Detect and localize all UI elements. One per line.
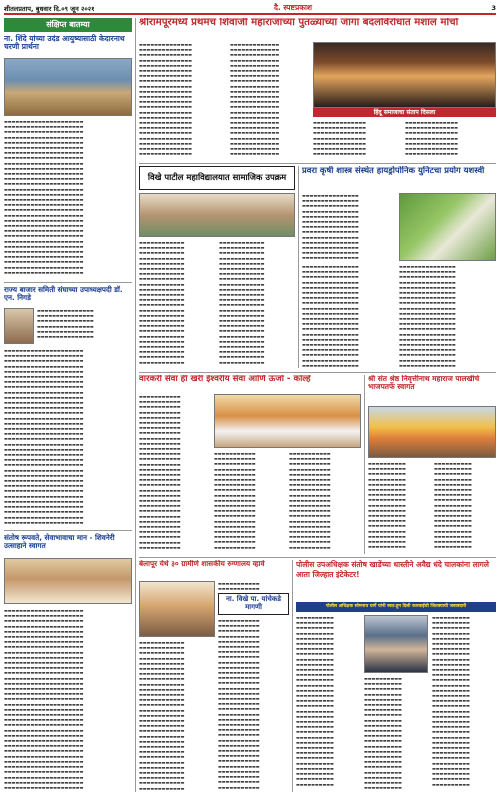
sidebar-divider-2 (4, 530, 132, 531)
sidebar-item1-body: ▬▬▬▬▬▬▬▬▬▬▬▬▬▬▬▬▬▬▬▬▬ ▬▬▬▬▬▬▬▬▬▬▬▬▬▬▬▬▬▬▬▬▬ ▬▬▬▬▬▬▬▬▬▬▬▬▬▬▬▬▬▬▬▬▬ ▬▬▬▬▬▬▬▬▬▬▬▬▬▬▬▬▬▬▬▬▬ ▬▬▬▬▬▬▬▬▬▬▬▬▬▬▬▬▬▬▬▬▬ ▬▬▬▬▬▬▬▬▬▬▬▬▬▬▬▬▬▬▬▬▬ ▬▬▬▬▬▬▬▬▬▬▬▬▬▬▬▬▬▬▬▬▬ ▬▬▬▬▬▬▬▬▬▬▬▬▬▬▬▬▬▬▬▬▬ ▬▬▬▬▬▬▬▬▬▬▬▬▬▬▬▬▬▬▬▬▬ ▬▬▬▬▬▬▬▬▬▬▬▬▬▬▬▬▬▬▬▬▬ ▬▬▬▬▬▬▬▬▬▬▬▬▬▬▬▬▬▬▬▬▬ ▬▬▬▬▬▬▬▬▬▬▬▬▬▬▬▬▬▬▬▬▬ ▬▬▬▬▬▬▬▬▬▬▬▬▬▬▬▬▬▬▬▬▬ ▬▬▬▬▬▬▬▬▬▬▬▬▬▬▬▬▬▬▬▬▬ ▬▬▬▬▬▬▬▬▬▬▬▬▬▬▬▬▬▬▬▬▬ ▬▬▬▬▬▬▬▬▬▬▬▬▬▬▬▬▬▬▬▬▬ ▬▬▬▬▬▬▬▬▬▬▬▬▬▬▬▬▬▬▬▬▬ ▬▬▬▬▬▬▬▬▬▬▬▬▬▬▬▬▬▬▬▬▬ ▬▬▬▬▬▬▬▬▬▬▬▬▬▬▬▬▬▬▬▬▬ ▬▬▬▬▬▬▬▬▬▬▬▬▬▬▬▬▬▬▬▬▬ ▬▬▬▬▬▬▬▬▬▬▬▬▬▬▬▬▬▬▬▬▬ ▬▬▬▬▬▬▬▬▬▬▬▬▬▬▬▬▬▬▬▬▬ ▬▬▬▬▬▬▬▬▬▬▬▬▬▬▬▬▬▬▬▬▬ ▬▬▬▬▬▬▬▬▬▬▬▬▬▬▬▬▬▬▬▬▬ ▬▬▬▬▬▬▬▬▬▬▬▬▬▬▬▬▬▬▬▬▬ ▬▬▬▬▬▬▬▬▬▬▬▬▬▬▬▬▬▬▬▬▬ ▬▬▬▬▬▬▬▬▬▬▬▬▬▬▬▬▬▬▬▬▬ ▬▬▬▬▬▬▬▬▬▬▬▬▬▬▬▬▬▬▬▬▬ ▬▬▬▬▬▬▬▬▬▬▬▬▬▬▬▬▬▬▬▬▬ ▬▬▬▬▬▬▬▬▬▬▬▬▬▬▬▬▬▬▬▬▬ (4, 119, 84, 275)
palkhi-welcome-photo (368, 406, 496, 458)
page-number: 3 (491, 4, 496, 12)
nigde-portrait (4, 308, 34, 344)
warkari-column-rule (364, 375, 365, 554)
lead-bottom-rule (139, 163, 496, 164)
belapur-subhead-box (218, 593, 289, 615)
warkari-body-col2: ▬▬▬▬▬▬▬▬▬▬▬ ▬▬▬▬▬▬▬▬▬▬▬ ▬▬▬▬▬▬▬▬▬▬▬ ▬▬▬▬▬▬▬▬▬▬▬ ▬▬▬▬▬▬▬▬▬▬▬ ▬▬▬▬▬▬▬▬▬▬▬ ▬▬▬▬▬▬▬▬▬▬▬ ▬▬▬▬▬▬▬▬▬▬▬ ▬▬▬▬▬▬▬▬▬▬▬ ▬▬▬▬▬▬▬▬▬▬▬ ▬▬▬▬▬▬▬▬▬▬▬ ▬▬▬▬▬▬▬▬▬▬▬ ▬▬▬▬▬▬▬▬▬▬▬ ▬▬▬▬▬▬▬▬▬▬▬ ▬▬▬▬▬▬▬▬▬▬▬ ▬▬▬▬▬▬▬▬▬▬▬ ▬▬▬▬▬▬▬▬▬▬▬ ▬▬▬▬▬▬▬▬▬▬▬ ▬▬▬▬▬▬▬▬▬▬▬ (214, 451, 256, 550)
krishi-body-col1: ▬▬▬▬▬▬▬▬▬▬▬▬▬▬▬ ▬▬▬▬▬▬▬▬▬▬▬▬▬▬▬ ▬▬▬▬▬▬▬▬▬▬▬▬▬▬▬ ▬▬▬▬▬▬▬▬▬▬▬▬▬▬▬ ▬▬▬▬▬▬▬▬▬▬▬▬▬▬▬ ▬▬▬▬▬▬▬▬▬▬▬▬▬▬▬ ▬▬▬▬▬▬▬▬▬▬▬▬▬▬▬ ▬▬▬▬▬▬▬▬▬▬▬▬▬▬▬ ▬▬▬▬▬▬▬▬▬▬▬▬▬▬▬ ▬▬▬▬▬▬▬▬▬▬▬▬▬▬▬ ▬▬▬▬▬▬▬▬▬▬▬▬▬▬▬ ▬▬▬▬▬▬▬▬▬▬▬▬▬▬▬ ▬▬▬▬▬▬▬▬▬▬▬▬▬▬▬ ▬▬▬▬▬▬▬▬▬▬▬▬▬▬▬ ▬▬▬▬▬▬▬▬▬▬▬▬▬▬▬ ▬▬▬▬▬▬▬▬▬▬▬▬▬▬▬ ▬▬▬▬▬▬▬▬▬▬▬▬▬▬▬ ▬▬▬▬▬▬▬▬▬▬▬▬▬▬▬ ▬▬▬▬▬▬▬▬▬▬▬▬▬▬▬ ▬▬▬▬▬▬▬▬▬▬▬▬▬▬▬ (302, 264, 359, 368)
sidebar-item2-body-top: ▬▬▬▬▬▬▬▬▬▬▬▬▬▬▬ ▬▬▬▬▬▬▬▬▬▬▬▬▬▬▬ ▬▬▬▬▬▬▬▬▬▬▬▬▬▬▬ ▬▬▬▬▬▬▬▬▬▬▬▬▬▬▬ ▬▬▬▬▬▬▬▬▬▬▬▬▬▬▬ ▬▬▬▬▬▬▬▬▬▬▬▬▬▬▬ (37, 308, 94, 340)
belapur-headline: बेलापूर येथे ३० ग्रामीणे शासकीय रुग्णालय व्हावे (139, 560, 265, 568)
issue-date: शीतलप्रताप, बुधवार दि.०९ जून २०२१ (4, 4, 95, 13)
warkari-headline-block (139, 375, 361, 391)
warkari-headline: वारकरी सेवा ही खरी ईश्वरीय सेवा आणि ऊर्जा - कोल्हे (139, 375, 311, 384)
belapur-column-rule (292, 560, 293, 792)
kedarnath-photo (4, 58, 132, 116)
sidebar-item3-title: संतोष रूपवते, सेवाभावाचा मान - शिवनेरी उत्साहाने स्वागत (4, 533, 115, 550)
college-event-photo (139, 193, 295, 237)
sant-body-col2: ▬▬▬▬▬▬▬▬▬▬ ▬▬▬▬▬▬▬▬▬▬ ▬▬▬▬▬▬▬▬▬▬ ▬▬▬▬▬▬▬▬▬▬ ▬▬▬▬▬▬▬▬▬▬ ▬▬▬▬▬▬▬▬▬▬ ▬▬▬▬▬▬▬▬▬▬ ▬▬▬▬▬▬▬▬▬▬ ▬▬▬▬▬▬▬▬▬▬ ▬▬▬▬▬▬▬▬▬▬ ▬▬▬▬▬▬▬▬▬▬ ▬▬▬▬▬▬▬▬▬▬ ▬▬▬▬▬▬▬▬▬▬ ▬▬▬▬▬▬▬▬▬▬ ▬▬▬▬▬▬▬▬▬▬ ▬▬▬▬▬▬▬▬▬▬ ▬▬▬▬▬▬▬▬▬▬ (434, 461, 472, 550)
college-headline: विखे पाटील महाविद्यालयात सामाजिक उपक्रम (147, 172, 287, 183)
sidebar-brief-news (4, 18, 132, 792)
sidebar-item3-body: ▬▬▬▬▬▬▬▬▬▬▬▬▬▬▬▬▬▬▬▬▬ ▬▬▬▬▬▬▬▬▬▬▬▬▬▬▬▬▬▬▬▬▬ ▬▬▬▬▬▬▬▬▬▬▬▬▬▬▬▬▬▬▬▬▬ ▬▬▬▬▬▬▬▬▬▬▬▬▬▬▬▬▬▬▬▬▬ ▬▬▬▬▬▬▬▬▬▬▬▬▬▬▬▬▬▬▬▬▬ ▬▬▬▬▬▬▬▬▬▬▬▬▬▬▬▬▬▬▬▬▬ ▬▬▬▬▬▬▬▬▬▬▬▬▬▬▬▬▬▬▬▬▬ ▬▬▬▬▬▬▬▬▬▬▬▬▬▬▬▬▬▬▬▬▬ ▬▬▬▬▬▬▬▬▬▬▬▬▬▬▬▬▬▬▬▬▬ ▬▬▬▬▬▬▬▬▬▬▬▬▬▬▬▬▬▬▬▬▬ ▬▬▬▬▬▬▬▬▬▬▬▬▬▬▬▬▬▬▬▬▬ ▬▬▬▬▬▬▬▬▬▬▬▬▬▬▬▬▬▬▬▬▬ ▬▬▬▬▬▬▬▬▬▬▬▬▬▬▬▬▬▬▬▬▬ ▬▬▬▬▬▬▬▬▬▬▬▬▬▬▬▬▬▬▬▬▬ ▬▬▬▬▬▬▬▬▬▬▬▬▬▬▬▬▬▬▬▬▬ ▬▬▬▬▬▬▬▬▬▬▬▬▬▬▬▬▬▬▬▬▬ ▬▬▬▬▬▬▬▬▬▬▬▬▬▬▬▬▬▬▬▬▬ ▬▬▬▬▬▬▬▬▬▬▬▬▬▬▬▬▬▬▬▬▬ ▬▬▬▬▬▬▬▬▬▬▬▬▬▬▬▬▬▬▬▬▬ ▬▬▬▬▬▬▬▬▬▬▬▬▬▬▬▬▬▬▬▬▬ ▬▬▬▬▬▬▬▬▬▬▬▬▬▬▬▬▬▬▬▬▬ ▬▬▬▬▬▬▬▬▬▬▬▬▬▬▬▬▬▬▬▬▬ ▬▬▬▬▬▬▬▬▬▬▬▬▬▬▬▬▬▬▬▬▬ ▬▬▬▬▬▬▬▬▬▬▬▬▬▬▬▬▬▬▬▬▬ ▬▬▬▬▬▬▬▬▬▬▬▬▬▬▬▬▬▬▬▬▬ ▬▬▬▬▬▬▬▬▬▬▬▬▬▬▬▬▬▬▬▬▬ ▬▬▬▬▬▬▬▬▬▬▬▬▬▬▬▬▬▬▬▬▬ ▬▬▬▬▬▬▬▬▬▬▬▬▬▬▬▬▬▬▬▬▬ ▬▬▬▬▬▬▬▬▬▬▬▬▬▬▬▬▬▬▬▬▬ ▬▬▬▬▬▬▬▬▬▬▬▬▬▬▬▬▬▬▬▬▬ ▬▬▬▬▬▬▬▬▬▬▬▬▬▬▬▬▬▬▬▬▬ ▬▬▬▬▬▬▬▬▬▬▬▬▬▬▬▬▬▬▬▬▬ ▬▬▬▬▬▬▬▬▬▬▬▬▬▬▬▬▬▬▬▬▬ ▬▬▬▬▬▬▬▬▬▬▬▬▬▬▬▬▬▬▬▬▬ ▬▬▬▬▬▬▬▬▬▬▬▬▬▬▬▬▬▬▬▬▬ (4, 608, 84, 790)
lead-headline-block (139, 18, 496, 38)
sidebar-banner: संक्षिप्त बातम्या (4, 18, 132, 32)
police-banner: पोलीस अधिक्षक सोमनाथ घार्गे यांनी स्वत:हून दिली कारवाईची जितक्याची जबाबदारी (296, 602, 496, 612)
sidebar-item2-body: ▬▬▬▬▬▬▬▬▬▬▬▬▬▬▬▬▬▬▬▬▬ ▬▬▬▬▬▬▬▬▬▬▬▬▬▬▬▬▬▬▬▬▬ ▬▬▬▬▬▬▬▬▬▬▬▬▬▬▬▬▬▬▬▬▬ ▬▬▬▬▬▬▬▬▬▬▬▬▬▬▬▬▬▬▬▬▬ ▬▬▬▬▬▬▬▬▬▬▬▬▬▬▬▬▬▬▬▬▬ ▬▬▬▬▬▬▬▬▬▬▬▬▬▬▬▬▬▬▬▬▬ ▬▬▬▬▬▬▬▬▬▬▬▬▬▬▬▬▬▬▬▬▬ ▬▬▬▬▬▬▬▬▬▬▬▬▬▬▬▬▬▬▬▬▬ ▬▬▬▬▬▬▬▬▬▬▬▬▬▬▬▬▬▬▬▬▬ ▬▬▬▬▬▬▬▬▬▬▬▬▬▬▬▬▬▬▬▬▬ ▬▬▬▬▬▬▬▬▬▬▬▬▬▬▬▬▬▬▬▬▬ ▬▬▬▬▬▬▬▬▬▬▬▬▬▬▬▬▬▬▬▬▬ ▬▬▬▬▬▬▬▬▬▬▬▬▬▬▬▬▬▬▬▬▬ ▬▬▬▬▬▬▬▬▬▬▬▬▬▬▬▬▬▬▬▬▬ ▬▬▬▬▬▬▬▬▬▬▬▬▬▬▬▬▬▬▬▬▬ ▬▬▬▬▬▬▬▬▬▬▬▬▬▬▬▬▬▬▬▬▬ ▬▬▬▬▬▬▬▬▬▬▬▬▬▬▬▬▬▬▬▬▬ ▬▬▬▬▬▬▬▬▬▬▬▬▬▬▬▬▬▬▬▬▬ ▬▬▬▬▬▬▬▬▬▬▬▬▬▬▬▬▬▬▬▬▬ ▬▬▬▬▬▬▬▬▬▬▬▬▬▬▬▬▬▬▬▬▬ ▬▬▬▬▬▬▬▬▬▬▬▬▬▬▬▬▬▬▬▬▬ ▬▬▬▬▬▬▬▬▬▬▬▬▬▬▬▬▬▬▬▬▬ ▬▬▬▬▬▬▬▬▬▬▬▬▬▬▬▬▬▬▬▬▬ ▬▬▬▬▬▬▬▬▬▬▬▬▬▬▬▬▬▬▬▬▬ ▬▬▬▬▬▬▬▬▬▬▬▬▬▬▬▬▬▬▬▬▬ ▬▬▬▬▬▬▬▬▬▬▬▬▬▬▬▬▬▬▬▬▬ ▬▬▬▬▬▬▬▬▬▬▬▬▬▬▬▬▬▬▬▬▬ ▬▬▬▬▬▬▬▬▬▬▬▬▬▬▬▬▬▬▬▬▬ ▬▬▬▬▬▬▬▬▬▬▬▬▬▬▬▬▬▬▬▬▬ ▬▬▬▬▬▬▬▬▬▬▬▬▬▬▬▬▬▬▬▬▬ ▬▬▬▬▬▬▬▬▬▬▬▬▬▬▬▬▬▬▬▬▬ ▬▬▬▬▬▬▬▬▬▬▬▬▬▬▬▬▬▬▬▬▬ ▬▬▬▬▬▬▬▬▬▬▬▬▬▬▬▬▬▬▬▬▬ ▬▬▬▬▬▬▬▬▬▬▬▬▬▬▬▬▬▬▬▬▬ (4, 348, 84, 525)
torch-march-photo (313, 42, 496, 108)
warkari-felicitation-photo (214, 394, 361, 448)
lead-photo-caption: हिंदू समाजाचा संताप दिसला (313, 108, 496, 117)
belapur-body-col1: ▬▬▬▬▬▬▬▬▬▬▬▬ ▬▬▬▬▬▬▬▬▬▬▬▬ ▬▬▬▬▬▬▬▬▬▬▬▬ ▬▬▬▬▬▬▬▬▬▬▬▬ ▬▬▬▬▬▬▬▬▬▬▬▬ ▬▬▬▬▬▬▬▬▬▬▬▬ ▬▬▬▬▬▬▬▬▬▬▬▬ ▬▬▬▬▬▬▬▬▬▬▬▬ ▬▬▬▬▬▬▬▬▬▬▬▬ ▬▬▬▬▬▬▬▬▬▬▬▬ ▬▬▬▬▬▬▬▬▬▬▬▬ ▬▬▬▬▬▬▬▬▬▬▬▬ ▬▬▬▬▬▬▬▬▬▬▬▬ ▬▬▬▬▬▬▬▬▬▬▬▬ ▬▬▬▬▬▬▬▬▬▬▬▬ ▬▬▬▬▬▬▬▬▬▬▬▬ ▬▬▬▬▬▬▬▬▬▬▬▬ ▬▬▬▬▬▬▬▬▬▬▬▬ ▬▬▬▬▬▬▬▬▬▬▬▬ ▬▬▬▬▬▬▬▬▬▬▬▬ ▬▬▬▬▬▬▬▬▬▬▬▬ ▬▬▬▬▬▬▬▬▬▬▬▬ ▬▬▬▬▬▬▬▬▬▬▬▬ ▬▬▬▬▬▬▬▬▬▬▬▬ ▬▬▬▬▬▬▬▬▬▬▬▬ ▬▬▬▬▬▬▬▬▬▬▬▬ ▬▬▬▬▬▬▬▬▬▬▬▬ ▬▬▬▬▬▬▬▬▬▬▬▬ ▬▬▬▬▬▬▬▬▬▬▬▬ (139, 640, 185, 791)
police-body-col3: ▬▬▬▬▬▬▬▬▬▬ ▬▬▬▬▬▬▬▬▬▬ ▬▬▬▬▬▬▬▬▬▬ ▬▬▬▬▬▬▬▬▬▬ ▬▬▬▬▬▬▬▬▬▬ ▬▬▬▬▬▬▬▬▬▬ ▬▬▬▬▬▬▬▬▬▬ ▬▬▬▬▬▬▬▬▬▬ ▬▬▬▬▬▬▬▬▬▬ ▬▬▬▬▬▬▬▬▬▬ ▬▬▬▬▬▬▬▬▬▬ ▬▬▬▬▬▬▬▬▬▬ ▬▬▬▬▬▬▬▬▬▬ ▬▬▬▬▬▬▬▬▬▬ ▬▬▬▬▬▬▬▬▬▬ ▬▬▬▬▬▬▬▬▬▬ ▬▬▬▬▬▬▬▬▬▬ ▬▬▬▬▬▬▬▬▬▬ ▬▬▬▬▬▬▬▬▬▬ ▬▬▬▬▬▬▬▬▬▬ ▬▬▬▬▬▬▬▬▬▬ ▬▬▬▬▬▬▬▬▬▬ ▬▬▬▬▬▬▬▬▬▬ ▬▬▬▬▬▬▬▬▬▬ ▬▬▬▬▬▬▬▬▬▬ ▬▬▬▬▬▬▬▬▬▬ ▬▬▬▬▬▬▬▬▬▬ ▬▬▬▬▬▬▬▬▬▬ ▬▬▬▬▬▬▬▬▬▬ ▬▬▬▬▬▬▬▬▬▬ ▬▬▬▬▬▬▬▬▬▬ ▬▬▬▬▬▬▬▬▬▬ ▬▬▬▬▬▬▬▬▬▬ (432, 615, 470, 787)
sidebar-divider-1 (4, 282, 132, 283)
college-column-rule (298, 166, 299, 368)
krishi-body-top: ▬▬▬▬▬▬▬▬▬▬▬▬▬▬▬ ▬▬▬▬▬▬▬▬▬▬▬▬▬▬▬ ▬▬▬▬▬▬▬▬▬▬▬▬▬▬▬ ▬▬▬▬▬▬▬▬▬▬▬▬▬▬▬ ▬▬▬▬▬▬▬▬▬▬▬▬▬▬▬ ▬▬▬▬▬▬▬▬▬▬▬▬▬▬▬ ▬▬▬▬▬▬▬▬▬▬▬▬▬▬▬ ▬▬▬▬▬▬▬▬▬▬▬▬▬▬▬ ▬▬▬▬▬▬▬▬▬▬▬▬▬▬▬ ▬▬▬▬▬▬▬▬▬▬▬▬▬▬▬ ▬▬▬▬▬▬▬▬▬▬▬▬▬▬▬ ▬▬▬▬▬▬▬▬▬▬▬▬▬▬▬ ▬▬▬▬▬▬▬▬▬▬▬▬▬▬▬ (302, 193, 359, 261)
warkari-body-col1: ▬▬▬▬▬▬▬▬▬▬▬ ▬▬▬▬▬▬▬▬▬▬▬ ▬▬▬▬▬▬▬▬▬▬▬ ▬▬▬▬▬▬▬▬▬▬▬ ▬▬▬▬▬▬▬▬▬▬▬ ▬▬▬▬▬▬▬▬▬▬▬ ▬▬▬▬▬▬▬▬▬▬▬ ▬▬▬▬▬▬▬▬▬▬▬ ▬▬▬▬▬▬▬▬▬▬▬ ▬▬▬▬▬▬▬▬▬▬▬ ▬▬▬▬▬▬▬▬▬▬▬ ▬▬▬▬▬▬▬▬▬▬▬ ▬▬▬▬▬▬▬▬▬▬▬ ▬▬▬▬▬▬▬▬▬▬▬ ▬▬▬▬▬▬▬▬▬▬▬ ▬▬▬▬▬▬▬▬▬▬▬ ▬▬▬▬▬▬▬▬▬▬▬ ▬▬▬▬▬▬▬▬▬▬▬ ▬▬▬▬▬▬▬▬▬▬▬ ▬▬▬▬▬▬▬▬▬▬▬ ▬▬▬▬▬▬▬▬▬▬▬ ▬▬▬▬▬▬▬▬▬▬▬ ▬▬▬▬▬▬▬▬▬▬▬ ▬▬▬▬▬▬▬▬▬▬▬ ▬▬▬▬▬▬▬▬▬▬▬ ▬▬▬▬▬▬▬▬▬▬▬ ▬▬▬▬▬▬▬▬▬▬▬ ▬▬▬▬▬▬▬▬▬▬▬ ▬▬▬▬▬▬▬▬▬▬▬ ▬▬▬▬▬▬▬▬▬▬▬ (139, 394, 181, 550)
lead-body-col3: ▬▬▬▬▬▬▬▬▬▬▬▬▬▬ ▬▬▬▬▬▬▬▬▬▬▬▬▬▬ ▬▬▬▬▬▬▬▬▬▬▬▬▬▬ ▬▬▬▬▬▬▬▬▬▬▬▬▬▬ ▬▬▬▬▬▬▬▬▬▬▬▬▬▬ ▬▬▬▬▬▬▬▬▬▬▬▬▬▬ ▬▬▬▬▬▬▬▬▬▬▬▬▬▬ (313, 120, 366, 157)
police-headline: पोलीस उपअधिक्षक संतोष खाडेंच्या धास्तीने अवैद्य धंदे चालकांना लागले आता जिल्हात इंटेकेटर! (296, 560, 489, 579)
police-body-col2: ▬▬▬▬▬▬▬▬▬▬ ▬▬▬▬▬▬▬▬▬▬ ▬▬▬▬▬▬▬▬▬▬ ▬▬▬▬▬▬▬▬▬▬ ▬▬▬▬▬▬▬▬▬▬ ▬▬▬▬▬▬▬▬▬▬ ▬▬▬▬▬▬▬▬▬▬ ▬▬▬▬▬▬▬▬▬▬ ▬▬▬▬▬▬▬▬▬▬ ▬▬▬▬▬▬▬▬▬▬ ▬▬▬▬▬▬▬▬▬▬ ▬▬▬▬▬▬▬▬▬▬ ▬▬▬▬▬▬▬▬▬▬ ▬▬▬▬▬▬▬▬▬▬ ▬▬▬▬▬▬▬▬▬▬ ▬▬▬▬▬▬▬▬▬▬ ▬▬▬▬▬▬▬▬▬▬ ▬▬▬▬▬▬▬▬▬▬ ▬▬▬▬▬▬▬▬▬▬ ▬▬▬▬▬▬▬▬▬▬ ▬▬▬▬▬▬▬▬▬▬ ▬▬▬▬▬▬▬▬▬▬ (364, 676, 402, 791)
belapur-body-col2: ▬▬▬▬▬▬▬▬▬▬▬ ▬▬▬▬▬▬▬▬▬▬▬ ▬▬▬▬▬▬▬▬▬▬▬ ▬▬▬▬▬▬▬▬▬▬▬ ▬▬▬▬▬▬▬▬▬▬▬ ▬▬▬▬▬▬▬▬▬▬▬ ▬▬▬▬▬▬▬▬▬▬▬ ▬▬▬▬▬▬▬▬▬▬▬ ▬▬▬▬▬▬▬▬▬▬▬ ▬▬▬▬▬▬▬▬▬▬▬ ▬▬▬▬▬▬▬▬▬▬▬ ▬▬▬▬▬▬▬▬▬▬▬ ▬▬▬▬▬▬▬▬▬▬▬ ▬▬▬▬▬▬▬▬▬▬▬ ▬▬▬▬▬▬▬▬▬▬▬ ▬▬▬▬▬▬▬▬▬▬▬ ▬▬▬▬▬▬▬▬▬▬▬ ▬▬▬▬▬▬▬▬▬▬▬ ▬▬▬▬▬▬▬▬▬▬▬ ▬▬▬▬▬▬▬▬▬▬▬ ▬▬▬▬▬▬▬▬▬▬▬ ▬▬▬▬▬▬▬▬▬▬▬ ▬▬▬▬▬▬▬▬▬▬▬ ▬▬▬▬▬▬▬▬▬▬▬ ▬▬▬▬▬▬▬▬▬▬▬ ▬▬▬▬▬▬▬▬▬▬▬ ▬▬▬▬▬▬▬▬▬▬▬ ▬▬▬▬▬▬▬▬▬▬▬ ▬▬▬▬▬▬▬▬▬▬▬ ▬▬▬▬▬▬▬▬▬▬▬ ▬▬▬▬▬▬▬▬▬▬▬ ▬▬▬▬▬▬▬▬▬▬▬ ▬▬▬▬▬▬▬▬▬▬▬ (218, 618, 260, 790)
lead-body-col2: ▬▬▬▬▬▬▬▬▬▬▬▬▬ ▬▬▬▬▬▬▬▬▬▬▬▬▬ ▬▬▬▬▬▬▬▬▬▬▬▬▬ ▬▬▬▬▬▬▬▬▬▬▬▬▬ ▬▬▬▬▬▬▬▬▬▬▬▬▬ ▬▬▬▬▬▬▬▬▬▬▬▬▬ ▬▬▬▬▬▬▬▬▬▬▬▬▬ ▬▬▬▬▬▬▬▬▬▬▬▬▬ ▬▬▬▬▬▬▬▬▬▬▬▬▬ ▬▬▬▬▬▬▬▬▬▬▬▬▬ ▬▬▬▬▬▬▬▬▬▬▬▬▬ ▬▬▬▬▬▬▬▬▬▬▬▬▬ ▬▬▬▬▬▬▬▬▬▬▬▬▬ ▬▬▬▬▬▬▬▬▬▬▬▬▬ ▬▬▬▬▬▬▬▬▬▬▬▬▬ ▬▬▬▬▬▬▬▬▬▬▬▬▬ ▬▬▬▬▬▬▬▬▬▬▬▬▬ ▬▬▬▬▬▬▬▬▬▬▬▬▬ ▬▬▬▬▬▬▬▬▬▬▬▬▬ ▬▬▬▬▬▬▬▬▬▬▬▬▬ ▬▬▬▬▬▬▬▬▬▬▬▬▬ ▬▬▬▬▬▬▬▬▬▬▬▬▬ (230, 42, 280, 157)
sant-body-col1: ▬▬▬▬▬▬▬▬▬▬ ▬▬▬▬▬▬▬▬▬▬ ▬▬▬▬▬▬▬▬▬▬ ▬▬▬▬▬▬▬▬▬▬ ▬▬▬▬▬▬▬▬▬▬ ▬▬▬▬▬▬▬▬▬▬ ▬▬▬▬▬▬▬▬▬▬ ▬▬▬▬▬▬▬▬▬▬ ▬▬▬▬▬▬▬▬▬▬ ▬▬▬▬▬▬▬▬▬▬ ▬▬▬▬▬▬▬▬▬▬ ▬▬▬▬▬▬▬▬▬▬ ▬▬▬▬▬▬▬▬▬▬ ▬▬▬▬▬▬▬▬▬▬ ▬▬▬▬▬▬▬▬▬▬ ▬▬▬▬▬▬▬▬▬▬ ▬▬▬▬▬▬▬▬▬▬ (368, 461, 406, 550)
middle-rule (139, 372, 496, 373)
warkari-body-col3: ▬▬▬▬▬▬▬▬▬▬▬ ▬▬▬▬▬▬▬▬▬▬▬ ▬▬▬▬▬▬▬▬▬▬▬ ▬▬▬▬▬▬▬▬▬▬▬ ▬▬▬▬▬▬▬▬▬▬▬ ▬▬▬▬▬▬▬▬▬▬▬ ▬▬▬▬▬▬▬▬▬▬▬ ▬▬▬▬▬▬▬▬▬▬▬ ▬▬▬▬▬▬▬▬▬▬▬ ▬▬▬▬▬▬▬▬▬▬▬ ▬▬▬▬▬▬▬▬▬▬▬ ▬▬▬▬▬▬▬▬▬▬▬ ▬▬▬▬▬▬▬▬▬▬▬ ▬▬▬▬▬▬▬▬▬▬▬ ▬▬▬▬▬▬▬▬▬▬▬ ▬▬▬▬▬▬▬▬▬▬▬ ▬▬▬▬▬▬▬▬▬▬▬ ▬▬▬▬▬▬▬▬▬▬▬ ▬▬▬▬▬▬▬▬▬▬▬ (289, 451, 331, 550)
lead-body-col4: ▬▬▬▬▬▬▬▬▬▬▬▬▬▬ ▬▬▬▬▬▬▬▬▬▬▬▬▬▬ ▬▬▬▬▬▬▬▬▬▬▬▬▬▬ ▬▬▬▬▬▬▬▬▬▬▬▬▬▬ ▬▬▬▬▬▬▬▬▬▬▬▬▬▬ ▬▬▬▬▬▬▬▬▬▬▬▬▬▬ ▬▬▬▬▬▬▬▬▬▬▬▬▬▬ (405, 120, 458, 157)
running-header (4, 3, 496, 15)
police-body-col1: ▬▬▬▬▬▬▬▬▬▬ ▬▬▬▬▬▬▬▬▬▬ ▬▬▬▬▬▬▬▬▬▬ ▬▬▬▬▬▬▬▬▬▬ ▬▬▬▬▬▬▬▬▬▬ ▬▬▬▬▬▬▬▬▬▬ ▬▬▬▬▬▬▬▬▬▬ ▬▬▬▬▬▬▬▬▬▬ ▬▬▬▬▬▬▬▬▬▬ ▬▬▬▬▬▬▬▬▬▬ ▬▬▬▬▬▬▬▬▬▬ ▬▬▬▬▬▬▬▬▬▬ ▬▬▬▬▬▬▬▬▬▬ ▬▬▬▬▬▬▬▬▬▬ ▬▬▬▬▬▬▬▬▬▬ ▬▬▬▬▬▬▬▬▬▬ ▬▬▬▬▬▬▬▬▬▬ ▬▬▬▬▬▬▬▬▬▬ ▬▬▬▬▬▬▬▬▬▬ ▬▬▬▬▬▬▬▬▬▬ ▬▬▬▬▬▬▬▬▬▬ ▬▬▬▬▬▬▬▬▬▬ ▬▬▬▬▬▬▬▬▬▬ ▬▬▬▬▬▬▬▬▬▬ ▬▬▬▬▬▬▬▬▬▬ ▬▬▬▬▬▬▬▬▬▬ ▬▬▬▬▬▬▬▬▬▬ ▬▬▬▬▬▬▬▬▬▬ ▬▬▬▬▬▬▬▬▬▬ ▬▬▬▬▬▬▬▬▬▬ ▬▬▬▬▬▬▬▬▬▬ ▬▬▬▬▬▬▬▬▬▬ ▬▬▬▬▬▬▬▬▬▬ (296, 615, 334, 787)
belapur-headline-block (139, 560, 289, 578)
sant-headline-block (368, 375, 496, 403)
belapur-body-top: ▬▬▬▬▬▬▬▬▬▬▬ ▬▬▬▬▬▬▬▬▬▬▬ (218, 581, 260, 591)
police-officer-photo (364, 615, 428, 673)
krishi-headline: प्रवरा कृषी शास्त्र संस्थेत हायड्रोपोनिक युनिटचा प्रयोग यशस्वी (302, 166, 485, 175)
sant-headline: श्री संत श्रेष्ठ निवृत्तीनाथ महाराज पालखीचे भाजपतर्फे स्वागत (368, 375, 480, 392)
lead-body-col1: ▬▬▬▬▬▬▬▬▬▬▬▬▬▬ ▬▬▬▬▬▬▬▬▬▬▬▬▬▬ ▬▬▬▬▬▬▬▬▬▬▬▬▬▬ ▬▬▬▬▬▬▬▬▬▬▬▬▬▬ ▬▬▬▬▬▬▬▬▬▬▬▬▬▬ ▬▬▬▬▬▬▬▬▬▬▬▬▬▬ ▬▬▬▬▬▬▬▬▬▬▬▬▬▬ ▬▬▬▬▬▬▬▬▬▬▬▬▬▬ ▬▬▬▬▬▬▬▬▬▬▬▬▬▬ ▬▬▬▬▬▬▬▬▬▬▬▬▬▬ ▬▬▬▬▬▬▬▬▬▬▬▬▬▬ ▬▬▬▬▬▬▬▬▬▬▬▬▬▬ ▬▬▬▬▬▬▬▬▬▬▬▬▬▬ ▬▬▬▬▬▬▬▬▬▬▬▬▬▬ ▬▬▬▬▬▬▬▬▬▬▬▬▬▬ ▬▬▬▬▬▬▬▬▬▬▬▬▬▬ ▬▬▬▬▬▬▬▬▬▬▬▬▬▬ ▬▬▬▬▬▬▬▬▬▬▬▬▬▬ ▬▬▬▬▬▬▬▬▬▬▬▬▬▬ ▬▬▬▬▬▬▬▬▬▬▬▬▬▬ ▬▬▬▬▬▬▬▬▬▬▬▬▬▬ ▬▬▬▬▬▬▬▬▬▬▬▬▬▬ (139, 42, 192, 157)
sidebar-column-rule (135, 18, 136, 792)
belapur-memorandum-photo (139, 581, 215, 637)
felicitation-photo (4, 558, 132, 604)
lower-rule (139, 557, 496, 558)
sidebar-item2-title: राज्य बाजार समिती संघाच्या उपाध्यक्षपदी डॉ. एन. निगडे (4, 285, 123, 302)
college-body-col2: ▬▬▬▬▬▬▬▬▬▬▬▬ ▬▬▬▬▬▬▬▬▬▬▬▬ ▬▬▬▬▬▬▬▬▬▬▬▬ ▬▬▬▬▬▬▬▬▬▬▬▬ ▬▬▬▬▬▬▬▬▬▬▬▬ ▬▬▬▬▬▬▬▬▬▬▬▬ ▬▬▬▬▬▬▬▬▬▬▬▬ ▬▬▬▬▬▬▬▬▬▬▬▬ ▬▬▬▬▬▬▬▬▬▬▬▬ ▬▬▬▬▬▬▬▬▬▬▬▬ ▬▬▬▬▬▬▬▬▬▬▬▬ ▬▬▬▬▬▬▬▬▬▬▬▬ ▬▬▬▬▬▬▬▬▬▬▬▬ ▬▬▬▬▬▬▬▬▬▬▬▬ ▬▬▬▬▬▬▬▬▬▬▬▬ ▬▬▬▬▬▬▬▬▬▬▬▬ ▬▬▬▬▬▬▬▬▬▬▬▬ ▬▬▬▬▬▬▬▬▬▬▬▬ ▬▬▬▬▬▬▬▬▬▬▬▬ ▬▬▬▬▬▬▬▬▬▬▬▬ ▬▬▬▬▬▬▬▬▬▬▬▬ ▬▬▬▬▬▬▬▬▬▬▬▬ ▬▬▬▬▬▬▬▬▬▬▬▬ ▬▬▬▬▬▬▬▬▬▬▬▬ (219, 240, 265, 365)
krishi-body-col2: ▬▬▬▬▬▬▬▬▬▬▬▬▬▬▬ ▬▬▬▬▬▬▬▬▬▬▬▬▬▬▬ ▬▬▬▬▬▬▬▬▬▬▬▬▬▬▬ ▬▬▬▬▬▬▬▬▬▬▬▬▬▬▬ ▬▬▬▬▬▬▬▬▬▬▬▬▬▬▬ ▬▬▬▬▬▬▬▬▬▬▬▬▬▬▬ ▬▬▬▬▬▬▬▬▬▬▬▬▬▬▬ ▬▬▬▬▬▬▬▬▬▬▬▬▬▬▬ ▬▬▬▬▬▬▬▬▬▬▬▬▬▬▬ ▬▬▬▬▬▬▬▬▬▬▬▬▬▬▬ ▬▬▬▬▬▬▬▬▬▬▬▬▬▬▬ ▬▬▬▬▬▬▬▬▬▬▬▬▬▬▬ ▬▬▬▬▬▬▬▬▬▬▬▬▬▬▬ ▬▬▬▬▬▬▬▬▬▬▬▬▬▬▬ ▬▬▬▬▬▬▬▬▬▬▬▬▬▬▬ ▬▬▬▬▬▬▬▬▬▬▬▬▬▬▬ ▬▬▬▬▬▬▬▬▬▬▬▬▬▬▬ ▬▬▬▬▬▬▬▬▬▬▬▬▬▬▬ ▬▬▬▬▬▬▬▬▬▬▬▬▬▬▬ ▬▬▬▬▬▬▬▬▬▬▬▬▬▬▬ (399, 264, 456, 368)
college-headline-box (139, 166, 295, 190)
college-body-col1: ▬▬▬▬▬▬▬▬▬▬▬▬ ▬▬▬▬▬▬▬▬▬▬▬▬ ▬▬▬▬▬▬▬▬▬▬▬▬ ▬▬▬▬▬▬▬▬▬▬▬▬ ▬▬▬▬▬▬▬▬▬▬▬▬ ▬▬▬▬▬▬▬▬▬▬▬▬ ▬▬▬▬▬▬▬▬▬▬▬▬ ▬▬▬▬▬▬▬▬▬▬▬▬ ▬▬▬▬▬▬▬▬▬▬▬▬ ▬▬▬▬▬▬▬▬▬▬▬▬ ▬▬▬▬▬▬▬▬▬▬▬▬ ▬▬▬▬▬▬▬▬▬▬▬▬ ▬▬▬▬▬▬▬▬▬▬▬▬ ▬▬▬▬▬▬▬▬▬▬▬▬ ▬▬▬▬▬▬▬▬▬▬▬▬ ▬▬▬▬▬▬▬▬▬▬▬▬ ▬▬▬▬▬▬▬▬▬▬▬▬ ▬▬▬▬▬▬▬▬▬▬▬▬ ▬▬▬▬▬▬▬▬▬▬▬▬ ▬▬▬▬▬▬▬▬▬▬▬▬ ▬▬▬▬▬▬▬▬▬▬▬▬ ▬▬▬▬▬▬▬▬▬▬▬▬ ▬▬▬▬▬▬▬▬▬▬▬▬ ▬▬▬▬▬▬▬▬▬▬▬▬ (139, 240, 185, 365)
hydroponic-unit-photo (399, 193, 496, 261)
lead-headline: श्रीरामपूरमध्ये प्रथमच शिवाजी महाराजांच्या पुतळ्याच्या जागा बदलविरोधात मशाल मोर्चा (139, 18, 459, 28)
krishi-headline-block (302, 166, 496, 190)
belapur-subhead: ना. विखे पा. यांचेकडे मागणी (226, 595, 281, 611)
sidebar-item1-title: ना. शिंदे यांच्या उदंड आयुष्यासाठी केदारनाथ चरणी प्रार्थना (4, 34, 125, 52)
police-headline-block (296, 560, 496, 600)
newspaper-name: दै. स्पष्टप्रकाश (273, 3, 313, 12)
